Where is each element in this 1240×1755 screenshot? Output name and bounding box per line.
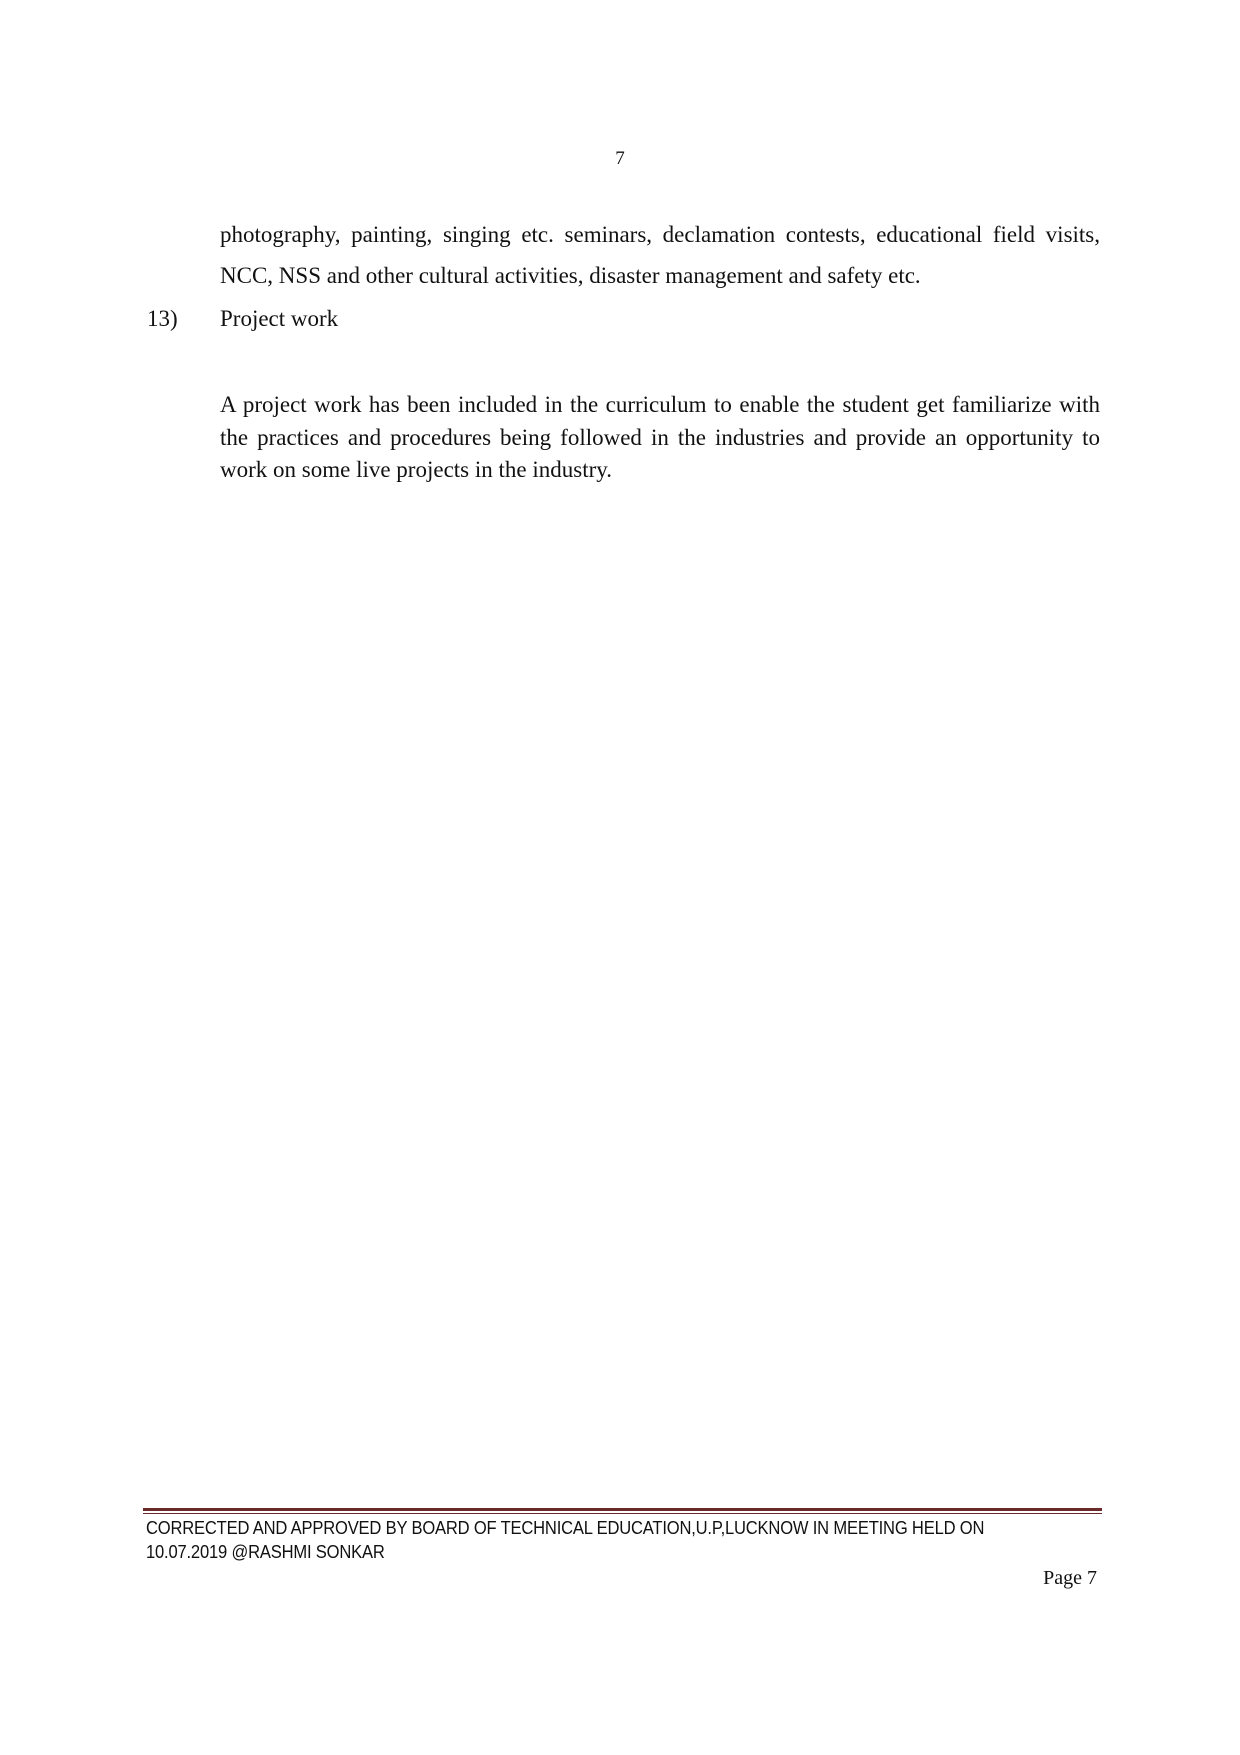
footer-page-label: Page 7 bbox=[1043, 1567, 1097, 1589]
paragraph-project-work: A project work has been included in the curriculum to enable the student get familiarize with the practices and procedures being followed in the industries and provide an opportunity to work on some live projects in the industry. bbox=[220, 392, 1100, 482]
section-title: Project work bbox=[220, 306, 339, 331]
paragraph-activities: photography, painting, singing etc. seminars, declamation contests, educational field visits, NCC, NSS and other cultural activities, disaster management and safety etc. bbox=[220, 222, 1100, 288]
footer-divider-thin-line bbox=[143, 1513, 1102, 1514]
section-number: 13) bbox=[147, 306, 178, 331]
footer-divider bbox=[143, 1508, 1102, 1516]
footer-line-2: 10.07.2019 @RASHMI SONKAR bbox=[146, 1542, 385, 1562]
page-number-top: 7 bbox=[615, 148, 625, 169]
footer-approval-note bbox=[146, 1516, 1029, 1564]
footer-line-1: CORRECTED AND APPROVED BY BOARD OF TECHNICAL EDUCATION,U.P,LUCKNOW IN MEETING HELD ON bbox=[146, 1518, 985, 1538]
footer-divider-thick-line bbox=[143, 1508, 1102, 1511]
